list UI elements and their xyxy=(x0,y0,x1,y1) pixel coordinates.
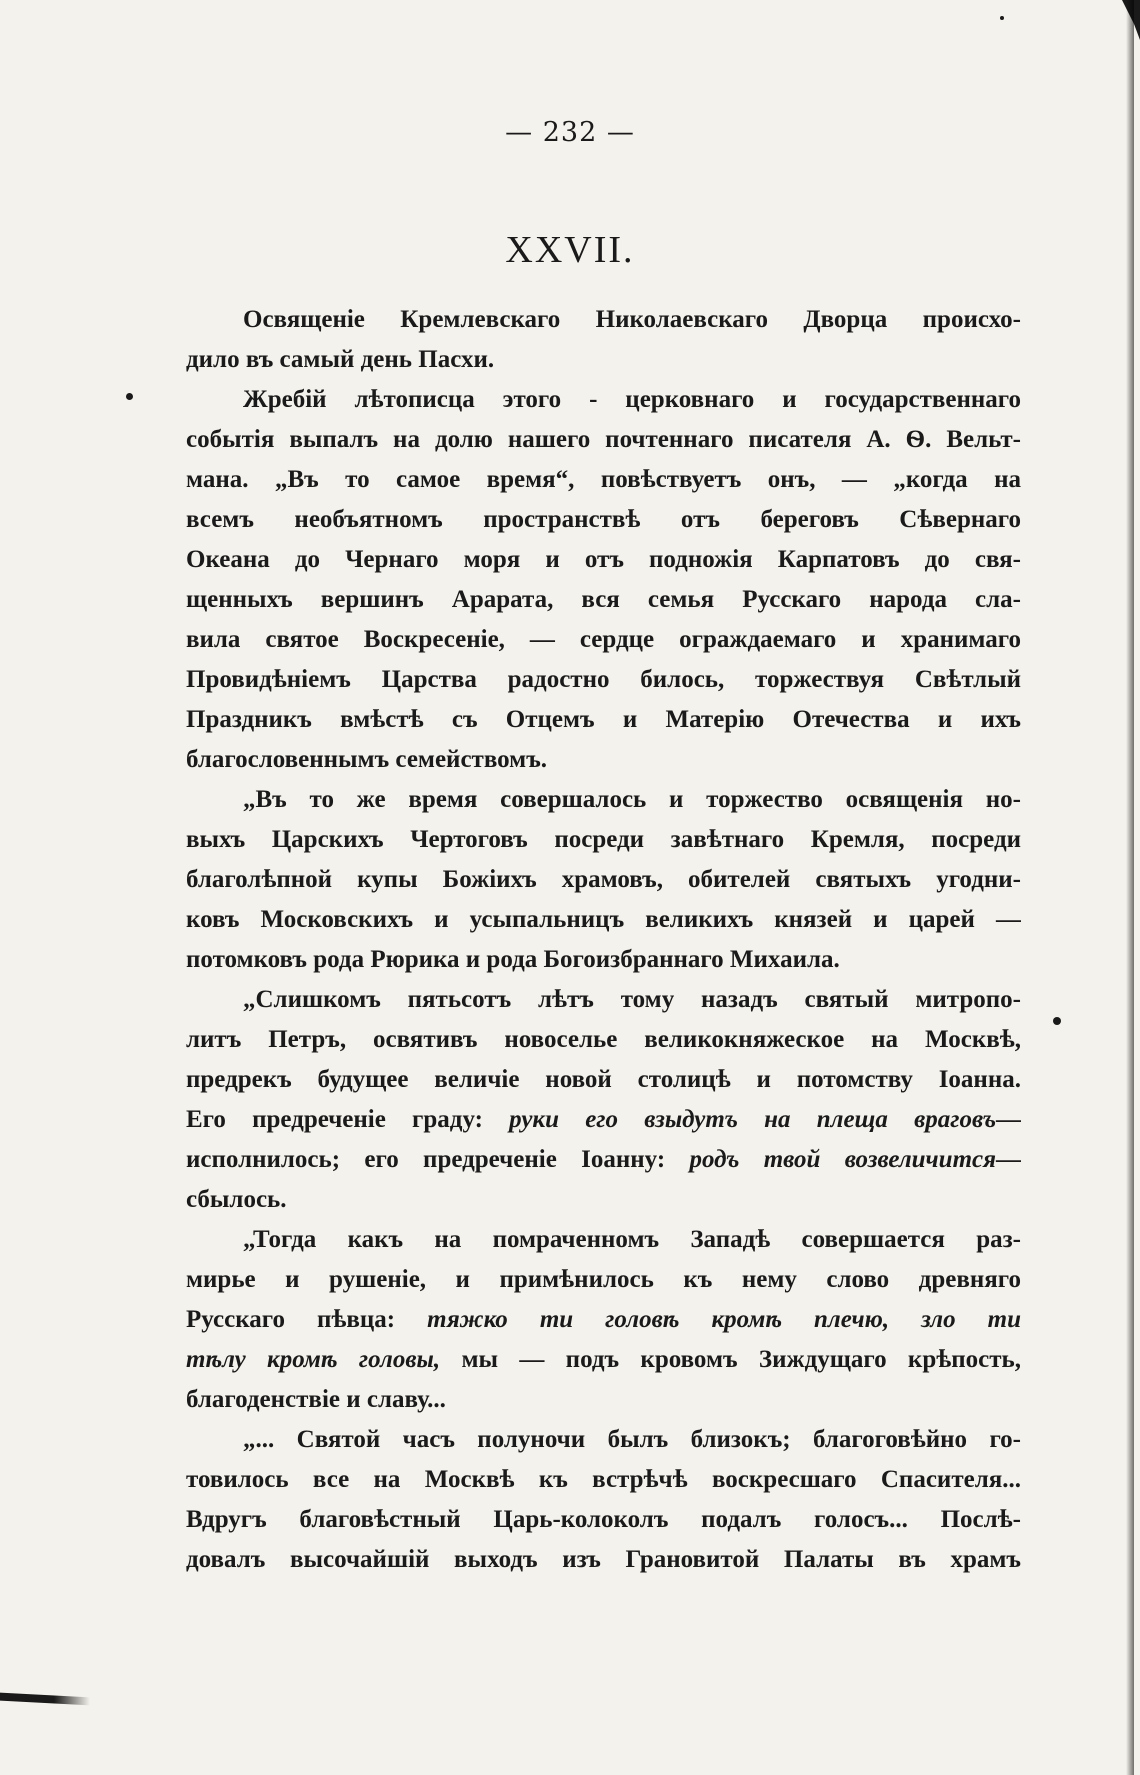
text-line: Океана до Чернаго моря и отъ подножія Карпатовъ до свя- xyxy=(186,546,1021,573)
text-line: ковъ Московскихъ и усыпальницъ великихъ князей и царей — xyxy=(186,906,1021,933)
italic-quote: руки его взыдутъ на плеща враговъ xyxy=(509,1106,996,1133)
text-line: Освященіе Кремлевскаго Николаевскаго Дворца происхо- xyxy=(243,306,1021,333)
body-text xyxy=(186,300,1021,1580)
text-line: благоденствіе и славу... xyxy=(186,1386,446,1413)
text-line: щенныхъ вершинъ Арарата, вся семья Русскаго народа сла- xyxy=(186,586,1021,613)
text-line: Жребій лѣтописца этого - церковнаго и государственнаго xyxy=(243,386,1021,413)
text-line: событія выпалъ на долю нашего почтеннаго писателя А. Ѳ. Вельт- xyxy=(186,426,1021,453)
text-line xyxy=(186,1100,1021,1140)
paragraph xyxy=(186,300,1021,380)
paragraph xyxy=(186,1220,1021,1420)
text-line: мирье и рушеніе, и примѣнилось къ нему слово древняго xyxy=(186,1266,1021,1293)
italic-quote: тяжко ти головѣ кромѣ плечю, зло ти xyxy=(427,1306,1021,1333)
chapter-title: XXVII. xyxy=(505,229,635,271)
text-line: литъ Петръ, освятивъ новоселье великокняжеское на Москвѣ, xyxy=(186,1026,1021,1053)
text-segment: мы — подъ кровомъ Зиждущаго крѣпость, xyxy=(461,1346,1021,1373)
text-line: довалъ высочайшій выходъ изъ Грановитой Палаты въ храмъ xyxy=(186,1546,1021,1573)
text-line: вила святое Воскресеніе, — сердце ограждаемаго и хранимаго xyxy=(186,626,1021,653)
ink-speck xyxy=(1053,1017,1061,1025)
text-line: благолѣпной купы Божіихъ храмовъ, обителей святыхъ угодни- xyxy=(186,866,1021,893)
text-line: выхъ Царскихъ Чертоговъ посреди завѣтнаго Кремля, посреди xyxy=(186,826,1021,853)
text-line xyxy=(186,1140,1021,1180)
italic-quote: родъ твой возвеличится xyxy=(689,1146,996,1173)
text-line: сбылось. xyxy=(186,1186,287,1213)
text-line: „Въ то же время совершалось и торжество освященія но- xyxy=(243,786,1021,813)
text-line: Праздникъ вмѣстѣ съ Отцемъ и Матерію Отечества и ихъ xyxy=(186,706,1021,733)
paragraph xyxy=(186,380,1021,780)
text-line: благословеннымъ семействомъ. xyxy=(186,746,548,773)
dash: — xyxy=(996,1106,1021,1133)
scan-edge-mark xyxy=(0,1693,90,1706)
text-line: „Тогда какъ на помраченномъ Западѣ совершается раз- xyxy=(243,1226,1021,1253)
paragraph xyxy=(186,780,1021,980)
paragraph xyxy=(186,1420,1021,1580)
text-segment: исполнилось; его предреченіе Іоанну: xyxy=(186,1146,666,1173)
text-line: „... Святой часъ полуночи былъ близокъ; благоговѣйно го- xyxy=(243,1426,1021,1453)
text-line: Провидѣніемъ Царства радостно билось, торжествуя Свѣтлый xyxy=(186,666,1021,693)
text-line: товилось все на Москвѣ къ встрѣчѣ воскресшаго Спасителя... xyxy=(186,1466,1021,1493)
text-line: „Слишкомъ пятьсотъ лѣтъ тому назадъ святый митропо- xyxy=(243,986,1021,1013)
paragraph xyxy=(186,980,1021,1220)
ink-speck xyxy=(126,393,133,400)
text-segment: Русскаго пѣвца: xyxy=(186,1306,396,1333)
text-line xyxy=(186,1300,1021,1340)
text-line: потомковъ рода Рюрика и рода Богоизбраннаго Михаила. xyxy=(186,946,840,973)
text-line xyxy=(186,1340,1021,1380)
text-segment: Его предреченіе граду: xyxy=(186,1106,483,1133)
ink-speck xyxy=(1000,16,1004,20)
page-number: — 232 — xyxy=(505,117,635,148)
text-line: Вдругъ благовѣстный Царь-колоколъ подалъ голосъ... Послѣ- xyxy=(186,1506,1021,1533)
text-line: мана. „Въ то самое время“, повѣствуетъ онъ, — „когда на xyxy=(186,466,1021,493)
text-line: предрекъ будущее величіе новой столицѣ и потомству Іоанна. xyxy=(186,1066,1021,1093)
italic-quote: тѣлу кромѣ головы, xyxy=(186,1346,441,1373)
scan-edge-corner xyxy=(1110,0,1140,40)
dash: — xyxy=(996,1146,1021,1173)
text-line: дило въ самый день Пасхи. xyxy=(186,346,495,373)
text-line: всемъ необъятномъ пространствѣ отъ береговъ Сѣвернаго xyxy=(186,506,1021,533)
